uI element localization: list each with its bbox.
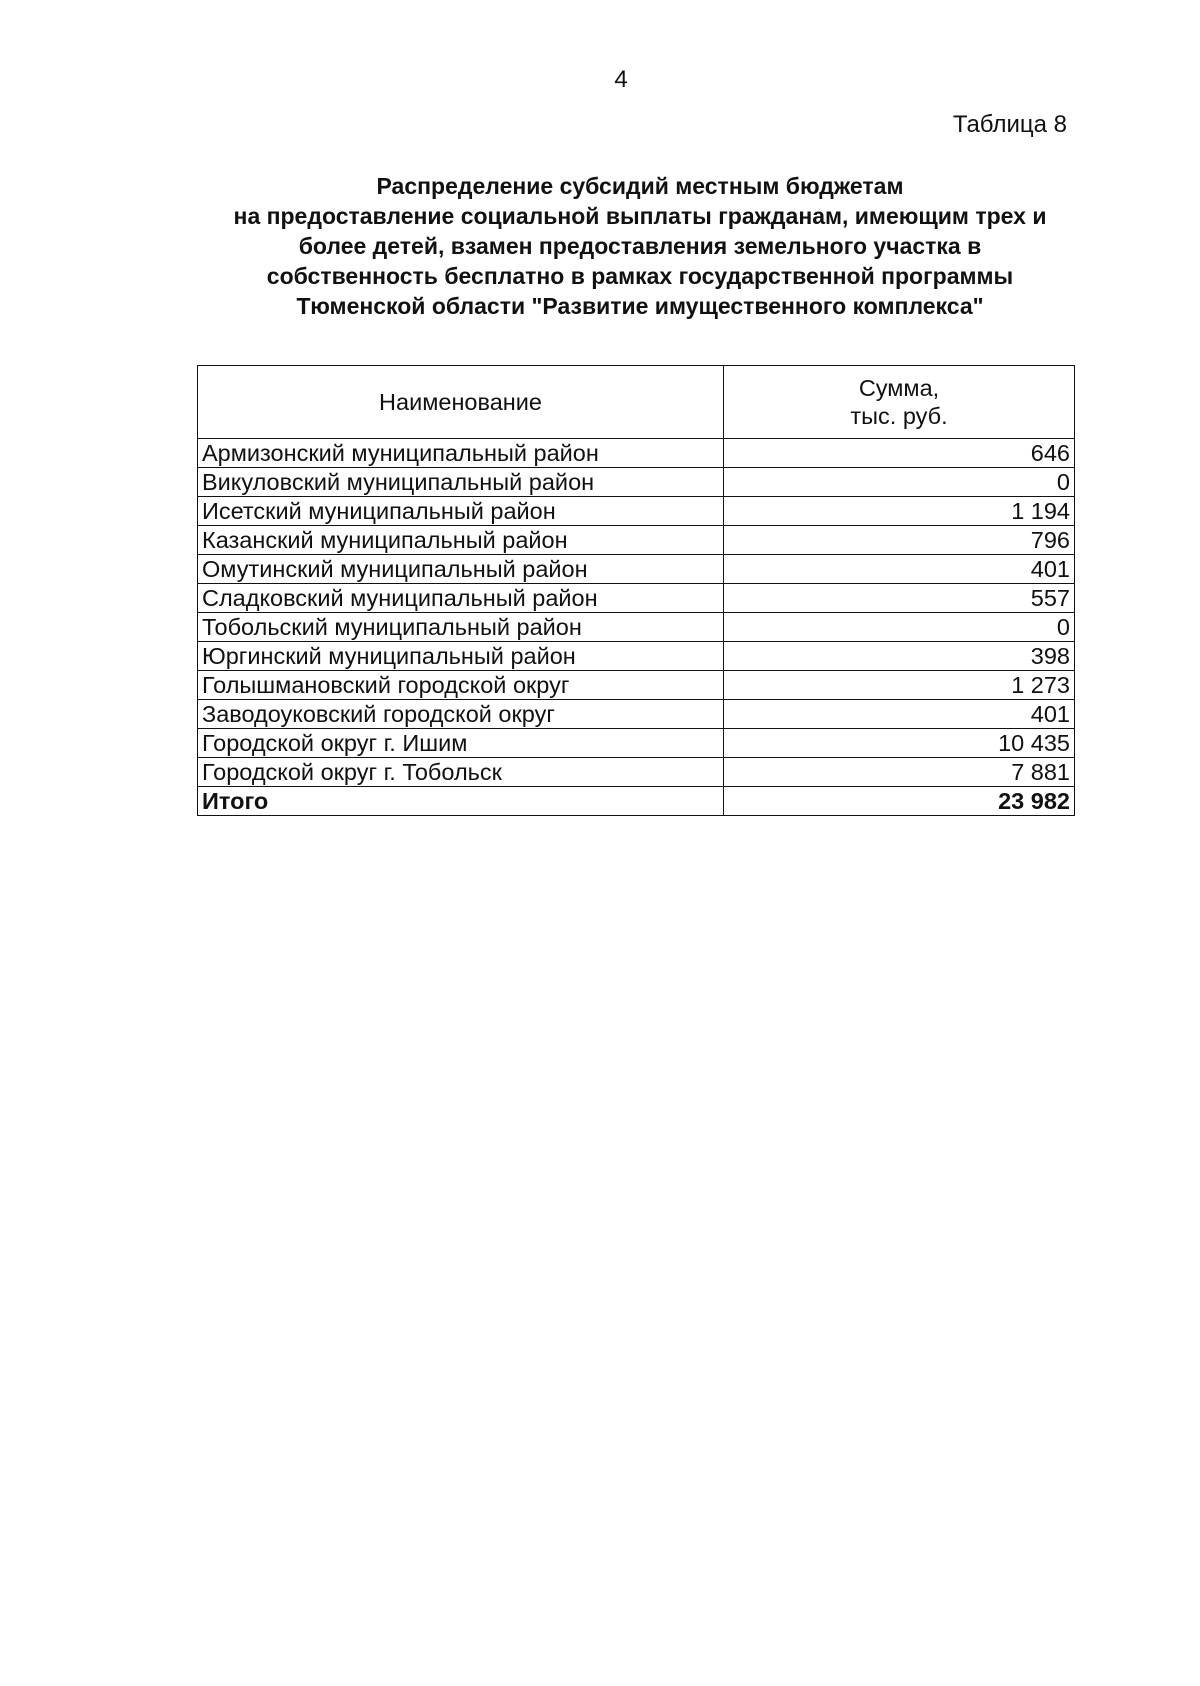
- header-sum: [724, 366, 1075, 439]
- table-header: [198, 366, 1075, 439]
- document-title: [200, 171, 1080, 321]
- row-name: Казанский муниципальный район: [198, 526, 724, 555]
- table-row: [198, 584, 1075, 613]
- table-row: [198, 729, 1075, 758]
- table-row: [198, 758, 1075, 787]
- header-row: [198, 366, 1075, 439]
- row-name: Тобольский муниципальный район: [198, 613, 724, 642]
- row-name: Сладковский муниципальный район: [198, 584, 724, 613]
- row-value: 398: [724, 642, 1075, 671]
- row-name: Омутинский муниципальный район: [198, 555, 724, 584]
- table-row: [198, 613, 1075, 642]
- total-label: Итого: [198, 787, 724, 816]
- total-value: 23 982: [724, 787, 1075, 816]
- header-sum-line2: тыс. руб.: [850, 403, 948, 429]
- table-row: [198, 468, 1075, 497]
- row-value: 0: [724, 468, 1075, 497]
- table-row: [198, 439, 1075, 468]
- title-line: Тюменской области "Развитие имущественного комплекса": [296, 293, 984, 319]
- total-row: [198, 787, 1075, 816]
- row-value: 646: [724, 439, 1075, 468]
- row-name: Армизонский муниципальный район: [198, 439, 724, 468]
- header-sum-line1: Сумма,: [858, 375, 940, 401]
- title-line: Распределение субсидий местным бюджетам: [376, 173, 904, 199]
- page-number: 4: [614, 66, 628, 93]
- table-row: [198, 526, 1075, 555]
- row-value: 557: [724, 584, 1075, 613]
- table-row: [198, 555, 1075, 584]
- row-name: Заводоуковский городской округ: [198, 700, 724, 729]
- title-line: собственность бесплатно в рамках государственной программы: [266, 263, 1014, 289]
- row-value: 1 194: [724, 497, 1075, 526]
- header-name: Наименование: [198, 366, 724, 439]
- table-row: [198, 497, 1075, 526]
- row-name: Городской округ г. Ишим: [198, 729, 724, 758]
- table-caption: Таблица 8: [952, 111, 1067, 138]
- row-name: Голышмановский городской округ: [198, 671, 724, 700]
- table-row: [198, 700, 1075, 729]
- row-name: Юргинский муниципальный район: [198, 642, 724, 671]
- table-body: [198, 439, 1075, 816]
- title-line: более детей, взамен предоставления земельного участка в: [298, 233, 982, 259]
- row-value: 7 881: [724, 758, 1075, 787]
- title-line: на предоставление социальной выплаты гражданам, имеющим трех и: [233, 203, 1047, 229]
- table-row: [198, 671, 1075, 700]
- row-value: 0: [724, 613, 1075, 642]
- subsidy-table: [197, 365, 1075, 816]
- table-row: [198, 642, 1075, 671]
- row-name: Исетский муниципальный район: [198, 497, 724, 526]
- row-value: 401: [724, 700, 1075, 729]
- row-value: 401: [724, 555, 1075, 584]
- row-name: Городской округ г. Тобольск: [198, 758, 724, 787]
- row-value: 1 273: [724, 671, 1075, 700]
- row-name: Викуловский муниципальный район: [198, 468, 724, 497]
- row-value: 10 435: [724, 729, 1075, 758]
- row-value: 796: [724, 526, 1075, 555]
